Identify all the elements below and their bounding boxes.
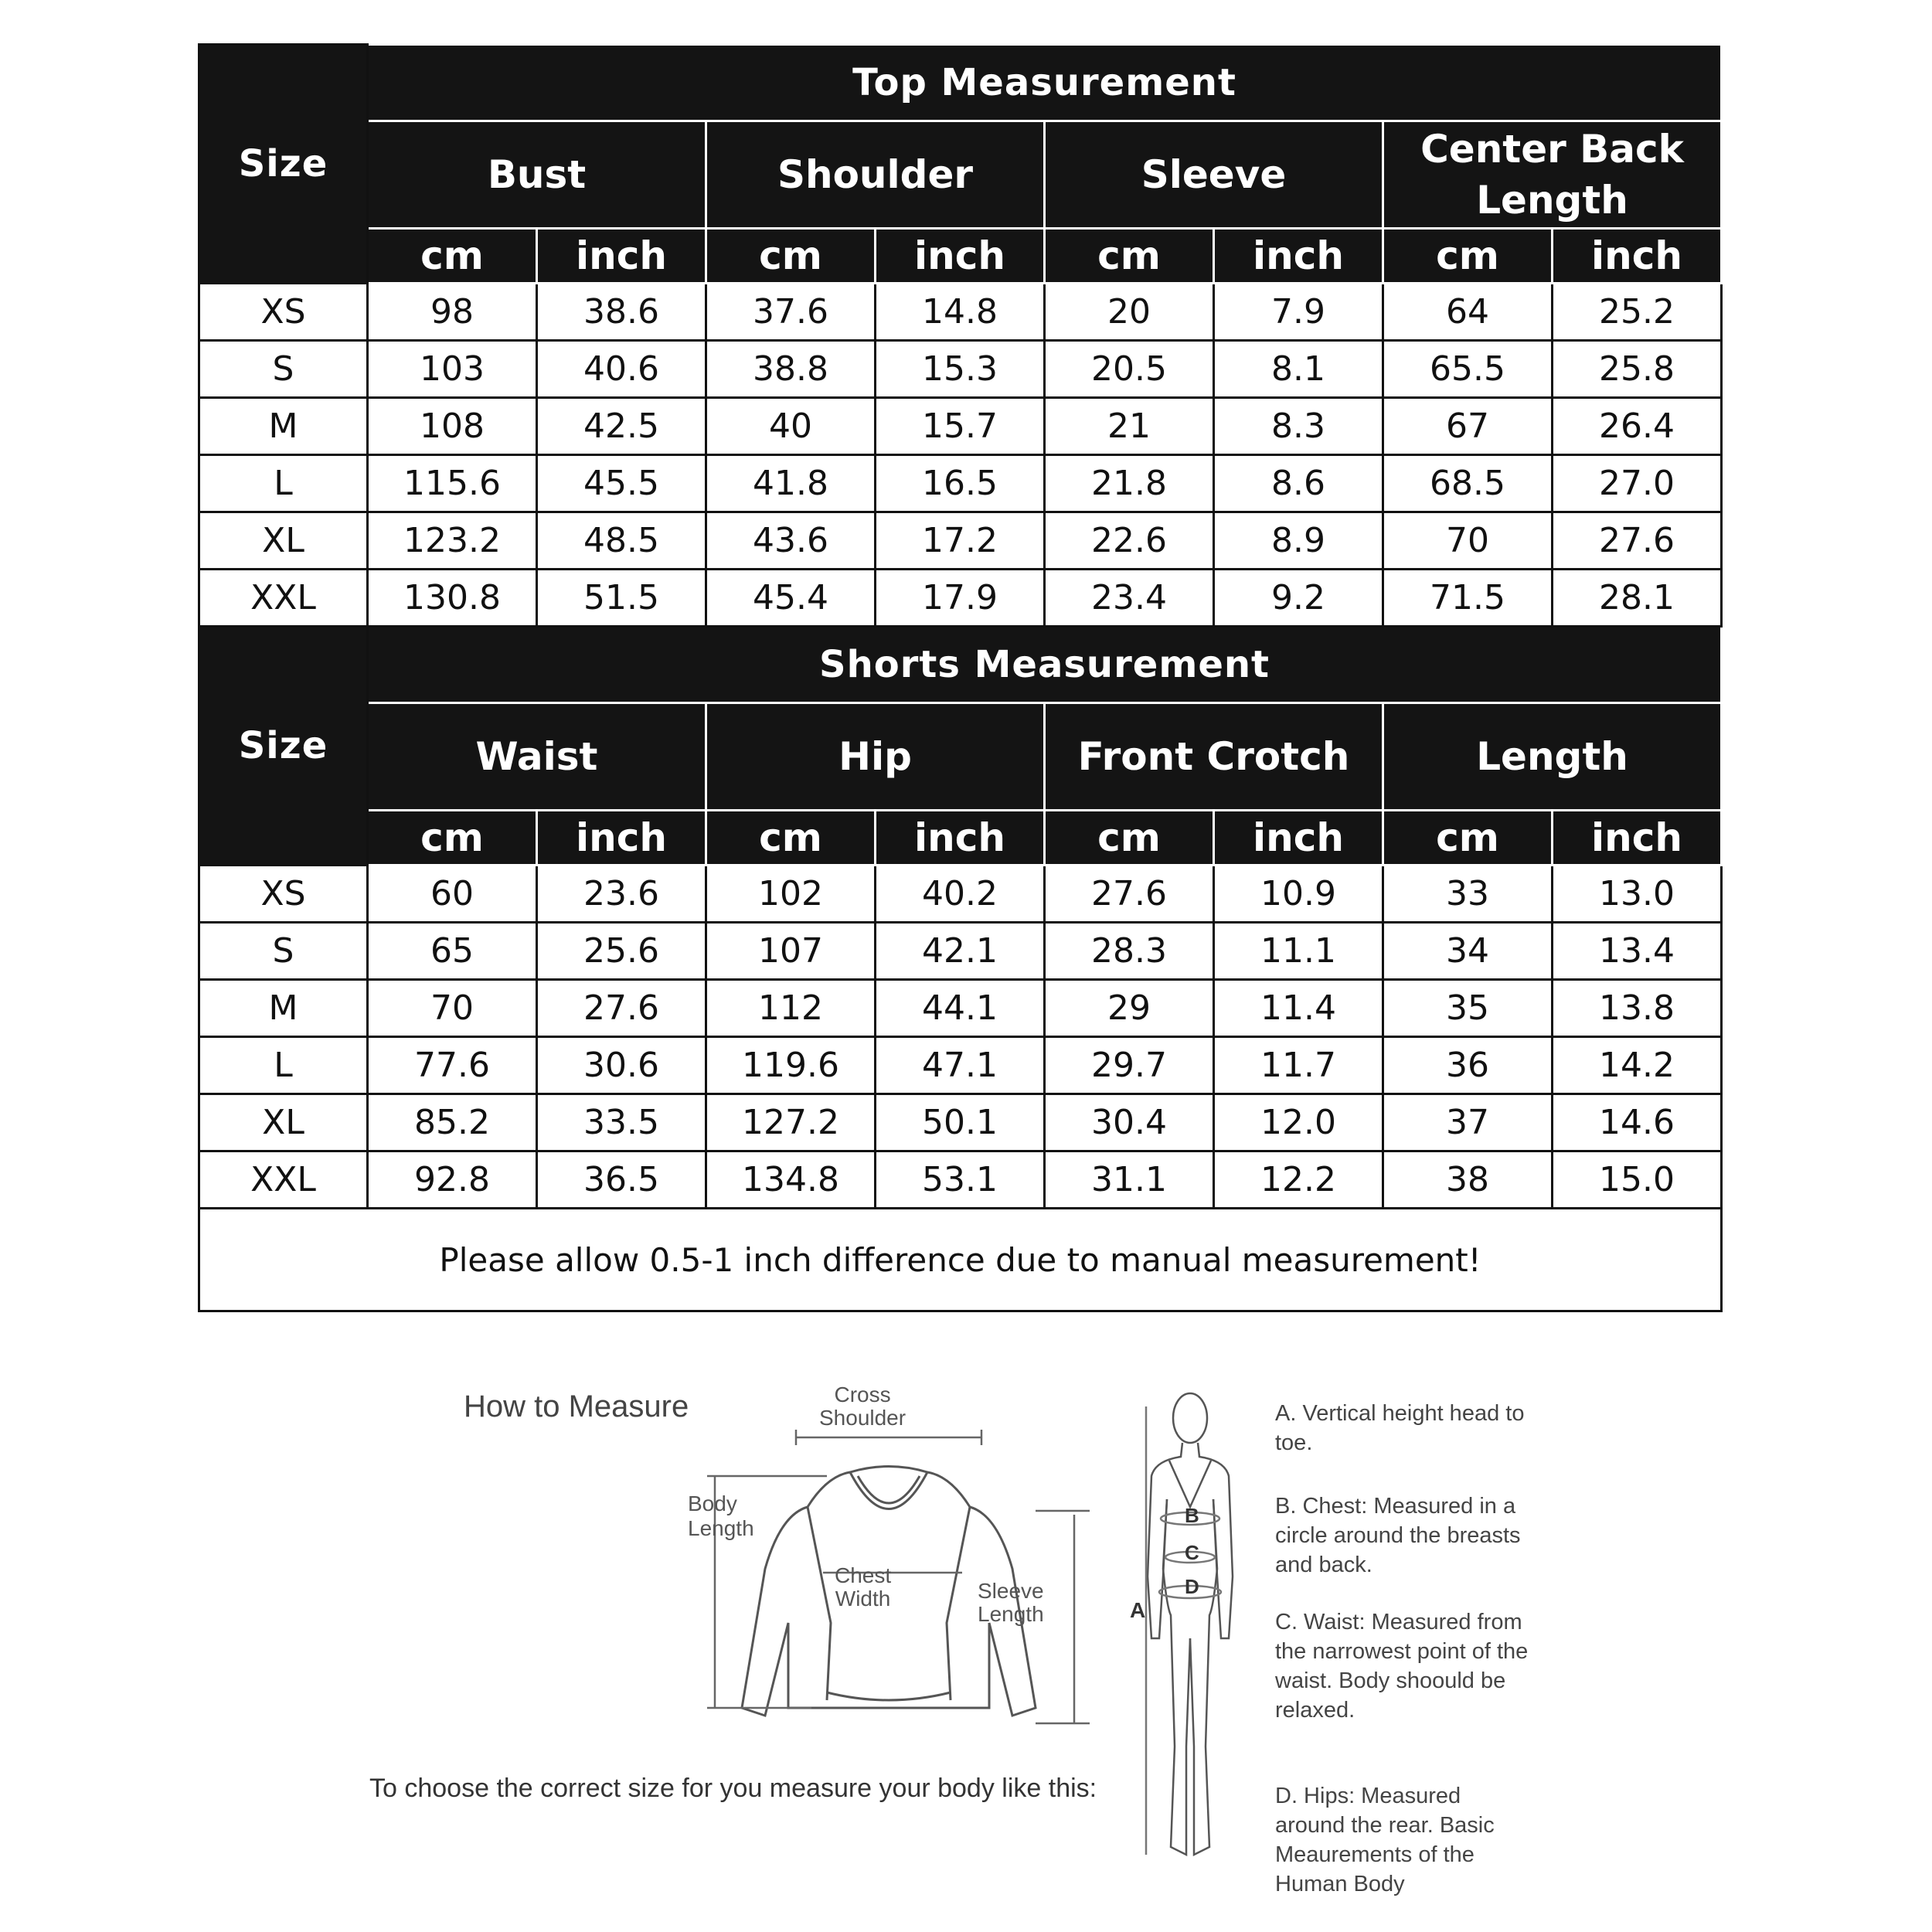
how-to-measure-title: How to Measure bbox=[464, 1389, 689, 1423]
measurement-cell: 70 bbox=[1383, 512, 1553, 570]
size-cell: M bbox=[199, 980, 368, 1037]
measurement-cell: 45.5 bbox=[537, 455, 706, 512]
measurement-cell: 40 bbox=[706, 398, 876, 455]
measurement-cell: 12.0 bbox=[1214, 1094, 1383, 1151]
top-group-header: Sleeve bbox=[1045, 121, 1383, 229]
measurement-cell: 102 bbox=[706, 866, 876, 923]
measurement-cell: 20.5 bbox=[1045, 341, 1214, 398]
legend-item-a: A. Vertical height head to toe. bbox=[1275, 1401, 1525, 1455]
table-row bbox=[199, 284, 1722, 341]
body-mark-b: B bbox=[1185, 1504, 1199, 1527]
unit-header: inch bbox=[876, 229, 1045, 284]
measurement-cell: 70 bbox=[368, 980, 537, 1037]
measurement-cell: 11.7 bbox=[1214, 1037, 1383, 1094]
measurement-cell: 45.4 bbox=[706, 570, 876, 627]
measurement-cell: 107 bbox=[706, 923, 876, 980]
size-cell: S bbox=[199, 923, 368, 980]
measurement-cell: 29 bbox=[1045, 980, 1214, 1037]
table-row bbox=[199, 980, 1722, 1037]
body-length-label bbox=[688, 1492, 754, 1541]
unit-header: inch bbox=[1214, 811, 1383, 866]
unit-header: cm bbox=[1045, 229, 1214, 284]
human-body-icon bbox=[1132, 1383, 1248, 1886]
measurement-cell: 47.1 bbox=[876, 1037, 1045, 1094]
measurement-cell: 7.9 bbox=[1214, 284, 1383, 341]
cross-shoulder-label bbox=[819, 1383, 906, 1430]
top-group-header: Center Back Length bbox=[1383, 121, 1722, 229]
measurement-cell: 27.6 bbox=[537, 980, 706, 1037]
measurement-cell: 13.0 bbox=[1553, 866, 1722, 923]
measurement-note: Please allow 0.5-1 inch difference due to manual measurement! bbox=[199, 1209, 1722, 1311]
how-to-measure bbox=[363, 1376, 1569, 1901]
measurement-cell: 23.4 bbox=[1045, 570, 1214, 627]
measurement-cell: 25.2 bbox=[1553, 284, 1722, 341]
measurement-cell: 15.3 bbox=[876, 341, 1045, 398]
size-cell: XXL bbox=[199, 570, 368, 627]
unit-header: cm bbox=[1383, 811, 1553, 866]
body-length-label-line: Body bbox=[688, 1492, 737, 1515]
legend-item-d: D. Hips: Measured around the rear. Basic Meaurements of the Human Body bbox=[1275, 1784, 1495, 1896]
measurement-cell: 17.9 bbox=[876, 570, 1045, 627]
table-row bbox=[199, 1151, 1722, 1209]
measurement-cell: 28.1 bbox=[1553, 570, 1722, 627]
top-group-header: Shoulder bbox=[706, 121, 1045, 229]
measurement-cell: 8.6 bbox=[1214, 455, 1383, 512]
table-row bbox=[199, 398, 1722, 455]
top-size-header: Size bbox=[199, 45, 368, 284]
measurement-cell: 27.0 bbox=[1553, 455, 1722, 512]
size-cell: XL bbox=[199, 512, 368, 570]
measurement-cell: 15.7 bbox=[876, 398, 1045, 455]
table-row bbox=[199, 570, 1722, 627]
size-cell: XL bbox=[199, 1094, 368, 1151]
measurement-cell: 35 bbox=[1383, 980, 1553, 1037]
measurement-cell: 44.1 bbox=[876, 980, 1045, 1037]
top-group-header: Bust bbox=[368, 121, 706, 229]
chest-width-label-line: Chest bbox=[835, 1563, 892, 1587]
measurement-cell: 9.2 bbox=[1214, 570, 1383, 627]
cross-shoulder-label-line: Shoulder bbox=[819, 1406, 906, 1430]
measurement-cell: 123.2 bbox=[368, 512, 537, 570]
measurement-cell: 23.6 bbox=[537, 866, 706, 923]
garment-diagram-icon bbox=[672, 1391, 1151, 1754]
unit-header: inch bbox=[1214, 229, 1383, 284]
legend-item-c: C. Waist: Measured from the narrowest point of the waist. Body shoould be relaxed. bbox=[1275, 1610, 1529, 1723]
measurement-cell: 53.1 bbox=[876, 1151, 1045, 1209]
measurement-cell: 16.5 bbox=[876, 455, 1045, 512]
measurement-cell: 92.8 bbox=[368, 1151, 537, 1209]
measurement-cell: 36.5 bbox=[537, 1151, 706, 1209]
size-cell: L bbox=[199, 1037, 368, 1094]
body-length-label-line: Length bbox=[688, 1516, 754, 1540]
unit-header: cm bbox=[706, 811, 876, 866]
body-mark-c: C bbox=[1185, 1541, 1199, 1564]
unit-header: inch bbox=[537, 229, 706, 284]
unit-header: inch bbox=[537, 811, 706, 866]
shorts-size-header: Size bbox=[199, 627, 368, 866]
measurement-cell: 40.6 bbox=[537, 341, 706, 398]
measurement-cell: 40.2 bbox=[876, 866, 1045, 923]
measurement-cell: 48.5 bbox=[537, 512, 706, 570]
measurement-cell: 26.4 bbox=[1553, 398, 1722, 455]
measurement-cell: 67 bbox=[1383, 398, 1553, 455]
measurement-cell: 77.6 bbox=[368, 1037, 537, 1094]
size-cell: XS bbox=[199, 284, 368, 341]
shorts-group-header: Front Crotch bbox=[1045, 703, 1383, 811]
measurement-cell: 127.2 bbox=[706, 1094, 876, 1151]
measurement-cell: 119.6 bbox=[706, 1037, 876, 1094]
size-cell: XXL bbox=[199, 1151, 368, 1209]
measurement-cell: 38.8 bbox=[706, 341, 876, 398]
shorts-group-header: Waist bbox=[368, 703, 706, 811]
measurement-cell: 50.1 bbox=[876, 1094, 1045, 1151]
measurement-cell: 27.6 bbox=[1045, 866, 1214, 923]
measurement-cell: 112 bbox=[706, 980, 876, 1037]
measurement-cell: 130.8 bbox=[368, 570, 537, 627]
measurement-cell: 64 bbox=[1383, 284, 1553, 341]
shorts-table-title: Shorts Measurement bbox=[368, 627, 1722, 703]
measurement-cell: 60 bbox=[368, 866, 537, 923]
measurement-cell: 31.1 bbox=[1045, 1151, 1214, 1209]
sleeve-length-label bbox=[978, 1580, 1044, 1626]
unit-header: inch bbox=[1553, 229, 1722, 284]
unit-header: cm bbox=[706, 229, 876, 284]
measurement-cell: 38 bbox=[1383, 1151, 1553, 1209]
unit-header: cm bbox=[368, 229, 537, 284]
measurement-cell: 15.0 bbox=[1553, 1151, 1722, 1209]
size-cell: S bbox=[199, 341, 368, 398]
measurement-cell: 11.1 bbox=[1214, 923, 1383, 980]
unit-header: cm bbox=[368, 811, 537, 866]
measurement-cell: 14.2 bbox=[1553, 1037, 1722, 1094]
measurement-cell: 51.5 bbox=[537, 570, 706, 627]
sleeve-length-label-line: Sleeve bbox=[978, 1579, 1044, 1603]
measurement-cell: 43.6 bbox=[706, 512, 876, 570]
measurement-cell: 33 bbox=[1383, 866, 1553, 923]
legend-item-b: B. Chest: Measured in a circle around the breasts and back. bbox=[1275, 1494, 1521, 1577]
measurement-cell: 103 bbox=[368, 341, 537, 398]
chest-width-label bbox=[835, 1564, 891, 1611]
chest-width-label-line: Width bbox=[835, 1587, 891, 1611]
cross-shoulder-label-line: Cross bbox=[834, 1383, 891, 1406]
unit-header: inch bbox=[876, 811, 1045, 866]
shorts-group-header: Length bbox=[1383, 703, 1722, 811]
measurement-cell: 108 bbox=[368, 398, 537, 455]
measurement-cell: 13.4 bbox=[1553, 923, 1722, 980]
measurement-cell: 115.6 bbox=[368, 455, 537, 512]
measurement-cell: 37.6 bbox=[706, 284, 876, 341]
sleeve-length-label-line: Length bbox=[978, 1602, 1044, 1626]
body-mark-a: A bbox=[1130, 1598, 1146, 1622]
measurement-cell: 8.1 bbox=[1214, 341, 1383, 398]
measurement-cell: 21 bbox=[1045, 398, 1214, 455]
measurement-cell: 10.9 bbox=[1214, 866, 1383, 923]
shorts-group-header: Hip bbox=[706, 703, 1045, 811]
measurement-cell: 38.6 bbox=[537, 284, 706, 341]
table-row bbox=[199, 1037, 1722, 1094]
top-table-title: Top Measurement bbox=[368, 45, 1722, 121]
measurement-cell: 41.8 bbox=[706, 455, 876, 512]
size-chart bbox=[198, 43, 1720, 1312]
measurement-cell: 65.5 bbox=[1383, 341, 1553, 398]
measurement-cell: 25.6 bbox=[537, 923, 706, 980]
measurement-cell: 42.1 bbox=[876, 923, 1045, 980]
size-cell: L bbox=[199, 455, 368, 512]
size-table bbox=[198, 43, 1723, 1312]
measurement-cell: 25.8 bbox=[1553, 341, 1722, 398]
size-cell: XS bbox=[199, 866, 368, 923]
measurement-cell: 134.8 bbox=[706, 1151, 876, 1209]
measurement-cell: 12.2 bbox=[1214, 1151, 1383, 1209]
measurement-cell: 34 bbox=[1383, 923, 1553, 980]
measurement-cell: 14.6 bbox=[1553, 1094, 1722, 1151]
unit-header: cm bbox=[1383, 229, 1553, 284]
measurement-cell: 27.6 bbox=[1553, 512, 1722, 570]
table-row bbox=[199, 866, 1722, 923]
table-row bbox=[199, 923, 1722, 980]
measurement-cell: 17.2 bbox=[876, 512, 1045, 570]
measurement-cell: 85.2 bbox=[368, 1094, 537, 1151]
size-cell: M bbox=[199, 398, 368, 455]
measurement-cell: 22.6 bbox=[1045, 512, 1214, 570]
measurement-cell: 8.9 bbox=[1214, 512, 1383, 570]
table-row bbox=[199, 455, 1722, 512]
measurement-cell: 37 bbox=[1383, 1094, 1553, 1151]
measurement-cell: 98 bbox=[368, 284, 537, 341]
measurement-cell: 30.4 bbox=[1045, 1094, 1214, 1151]
table-row bbox=[199, 341, 1722, 398]
measurement-cell: 28.3 bbox=[1045, 923, 1214, 980]
measurement-cell: 68.5 bbox=[1383, 455, 1553, 512]
measurement-cell: 8.3 bbox=[1214, 398, 1383, 455]
body-mark-d: D bbox=[1185, 1575, 1199, 1598]
unit-header: cm bbox=[1045, 811, 1214, 866]
table-row bbox=[199, 512, 1722, 570]
measurement-cell: 11.4 bbox=[1214, 980, 1383, 1037]
measurement-cell: 33.5 bbox=[537, 1094, 706, 1151]
measurement-cell: 71.5 bbox=[1383, 570, 1553, 627]
measurement-cell: 65 bbox=[368, 923, 537, 980]
unit-header: inch bbox=[1553, 811, 1722, 866]
table-row bbox=[199, 1094, 1722, 1151]
measurement-cell: 14.8 bbox=[876, 284, 1045, 341]
measurement-cell: 29.7 bbox=[1045, 1037, 1214, 1094]
measurement-cell: 21.8 bbox=[1045, 455, 1214, 512]
measurement-cell: 42.5 bbox=[537, 398, 706, 455]
instruction-text: To choose the correct size for you measure your body like this: bbox=[369, 1774, 1097, 1803]
measurement-cell: 36 bbox=[1383, 1037, 1553, 1094]
measurement-cell: 20 bbox=[1045, 284, 1214, 341]
measurement-cell: 30.6 bbox=[537, 1037, 706, 1094]
measurement-cell: 13.8 bbox=[1553, 980, 1722, 1037]
